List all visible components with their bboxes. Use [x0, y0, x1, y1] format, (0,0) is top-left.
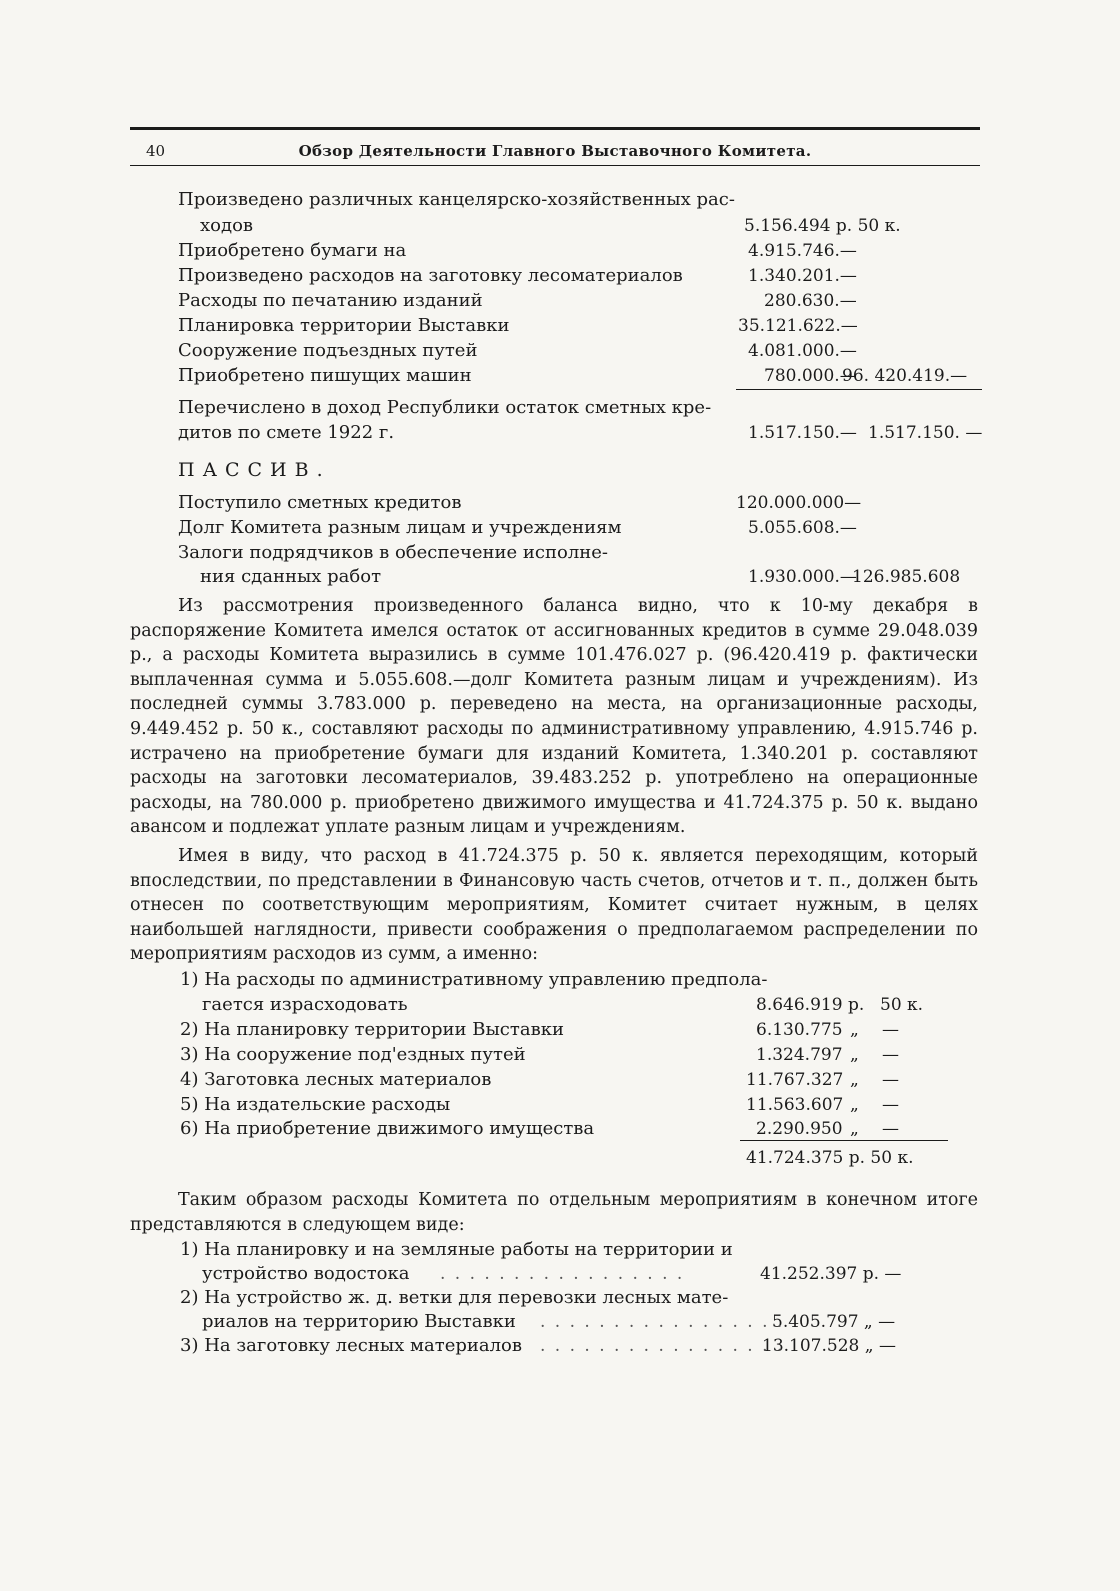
dash-mark: —: [882, 1119, 899, 1139]
passive-heading: ПАССИВ.: [178, 459, 331, 481]
distribution-1-unit: р.: [848, 995, 865, 1015]
final-2-line1: 2) На устройство ж. д. ветки для перевозки лесных мате-: [180, 1287, 729, 1308]
header-rule: [130, 165, 980, 166]
expense-5-label: Планировка территории Выставки: [178, 315, 510, 336]
dot-leader: . . . . . . . . . . . . . . . . .: [540, 1312, 785, 1332]
passive-3-line2: ния сданных работ: [200, 566, 382, 587]
passive-1-amount: 120.000.000—: [736, 493, 862, 513]
passive-3-amount: 1.930.000.—: [748, 567, 857, 587]
ditto-mark: „: [850, 1070, 859, 1090]
subtotal-rule: [736, 389, 982, 390]
transfer-line1: Перечислено в доход Республики остаток сметных кре-: [178, 397, 712, 418]
distribution-4-amount: 11.767.327: [746, 1070, 844, 1090]
expense-subtotal: 96. 420.419.—: [842, 366, 968, 386]
paragraph-distribution-intro: Имея в виду, что расход в 41.724.375 р. 50 к. является переходящим, который впоследствии, по представлении в Финансовую часть счетов, отчетов и т. п., должен быть отнесен по соответствующим мероприятиям, Комитет считает нужным, в целях наибольшей наглядности, привести соображения о предполагаемом распределении по мероприятиям расходов из сумм, а именно:: [130, 846, 978, 965]
expense-6-label: Сооружение подъездных путей: [178, 340, 478, 361]
dot-leader: . . . . . . . . . . . . . . . . .: [540, 1336, 785, 1356]
transfer-line2: дитов по смете 1922 г.: [178, 422, 395, 443]
expense-3-amount: 1.340.201.—: [748, 266, 857, 286]
final-3-amount: 13.107.528 „ —: [762, 1336, 896, 1356]
top-rule: [130, 127, 980, 130]
final-1-line1: 1) На планировку и на земляные работы на территории и: [180, 1239, 733, 1260]
distribution-3-amount: 1.324.797: [756, 1045, 843, 1065]
distribution-6-amount: 2.290.950: [756, 1119, 843, 1139]
dash-mark: —: [882, 1095, 899, 1115]
final-2-line2: риалов на территорию Выставки: [202, 1311, 516, 1332]
distribution-2-label: 2) На планировку территории Выставки: [180, 1019, 564, 1040]
distribution-total-rule: [740, 1140, 948, 1141]
distribution-1-line1: 1) На расходы по административному управлению предпола-: [180, 969, 768, 990]
expense-7-label: Приобретено пишущих машин: [178, 365, 472, 386]
ditto-mark: „: [850, 1020, 859, 1040]
passive-2-label: Долг Комитета разным лицам и учреждениям: [178, 517, 622, 538]
final-1-amount: 41.252.397 р. —: [760, 1264, 902, 1284]
expense-7-amount: 780.000.—: [764, 366, 857, 386]
final-1-line2: устройство водостока: [202, 1263, 410, 1284]
paragraph-final-intro: Таким образом расходы Комитета по отдельным мероприятиям в конечном итоге представляются в следующем виде:: [130, 1190, 978, 1235]
passive-total: 126.985.608: [852, 567, 961, 587]
distribution-total: 41.724.375 р. 50 к.: [746, 1148, 914, 1168]
expense-1-line1: Произведено различных канцелярско-хозяйственных рас-: [178, 189, 735, 210]
paragraph-balance-review: Из рассмотрения произведенного баланса видно, что к 10-му декабря в распоряжение Комитета имелся остаток от ассигнованных кредитов в сумме 29.048.039 р., а расходы Комитета выразились в сумме 101.476.027 р. (96.420.419 р. фактически выплаченная сумма и 5.055.608.—долг Комитета разным лицам и учреждениям). Из последней суммы 3.783.000 р. переведено на места, на организационные расходы, 9.449.452 р. 50 к., составляют расходы по административному управлению, 4.915.746 р. истрачено на приобретение бумаги для изданий Комитета, 1.340.201 р. составляют расходы на заготовки лесоматериалов, 39.483.252 р. употреблено на операционные расходы, на 780.000 р. приобретено движимого имущества и 41.724.375 р. 50 к. выдано авансом и подлежат уплате разным лицам и учреждениям.: [130, 596, 978, 838]
dot-leader: . . . . . . . . . . . . . . . . .: [440, 1264, 685, 1284]
distribution-1-amount: 8.646.919: [756, 995, 843, 1015]
dash-mark: —: [882, 1070, 899, 1090]
passive-1-label: Поступило сметных кредитов: [178, 492, 462, 513]
page-number: 40: [146, 142, 166, 160]
dash-mark: —: [882, 1045, 899, 1065]
passive-2-amount: 5.055.608.—: [748, 518, 857, 538]
transfer-amount: 1.517.150.—: [748, 423, 857, 443]
distribution-6-label: 6) На приобретение движимого имущества: [180, 1118, 595, 1139]
dash-mark: —: [882, 1020, 899, 1040]
expense-5-amount: 35.121.622.—: [738, 316, 858, 336]
expense-4-label: Расходы по печатанию изданий: [178, 290, 483, 311]
distribution-2-amount: 6.130.775: [756, 1020, 843, 1040]
distribution-1-line2: гается израсходовать: [202, 994, 408, 1015]
final-3-label: 3) На заготовку лесных материалов: [180, 1335, 523, 1356]
distribution-1-kop: 50 к.: [880, 995, 924, 1015]
distribution-4-label: 4) Заготовка лесных материалов: [180, 1069, 492, 1090]
expense-2-amount: 4.915.746.—: [748, 241, 857, 261]
transfer-total: 1.517.150. —: [868, 423, 983, 443]
ditto-mark: „: [850, 1119, 859, 1139]
ditto-mark: „: [850, 1095, 859, 1115]
expense-3-label: Произведено расходов на заготовку лесоматериалов: [178, 265, 683, 286]
page-header: [130, 139, 980, 163]
running-title: Обзор Деятельности Главного Выставочного Комитета.: [298, 142, 812, 160]
passive-3-line1: Залоги подрядчиков в обеспечение исполне-: [178, 542, 608, 563]
expense-1-line2: ходов: [200, 215, 254, 236]
expense-6-amount: 4.081.000.—: [748, 341, 857, 361]
expense-4-amount: 280.630.—: [764, 291, 857, 311]
distribution-3-label: 3) На сооружение под'ездных путей: [180, 1044, 526, 1065]
distribution-5-label: 5) На издательские расходы: [180, 1094, 451, 1115]
ditto-mark: „: [850, 1045, 859, 1065]
expense-1-amount: 5.156.494 р. 50 к.: [744, 216, 901, 236]
expense-2-label: Приобретено бумаги на: [178, 240, 407, 261]
distribution-5-amount: 11.563.607: [746, 1095, 844, 1115]
final-2-amount: 5.405.797 „ —: [772, 1312, 896, 1332]
